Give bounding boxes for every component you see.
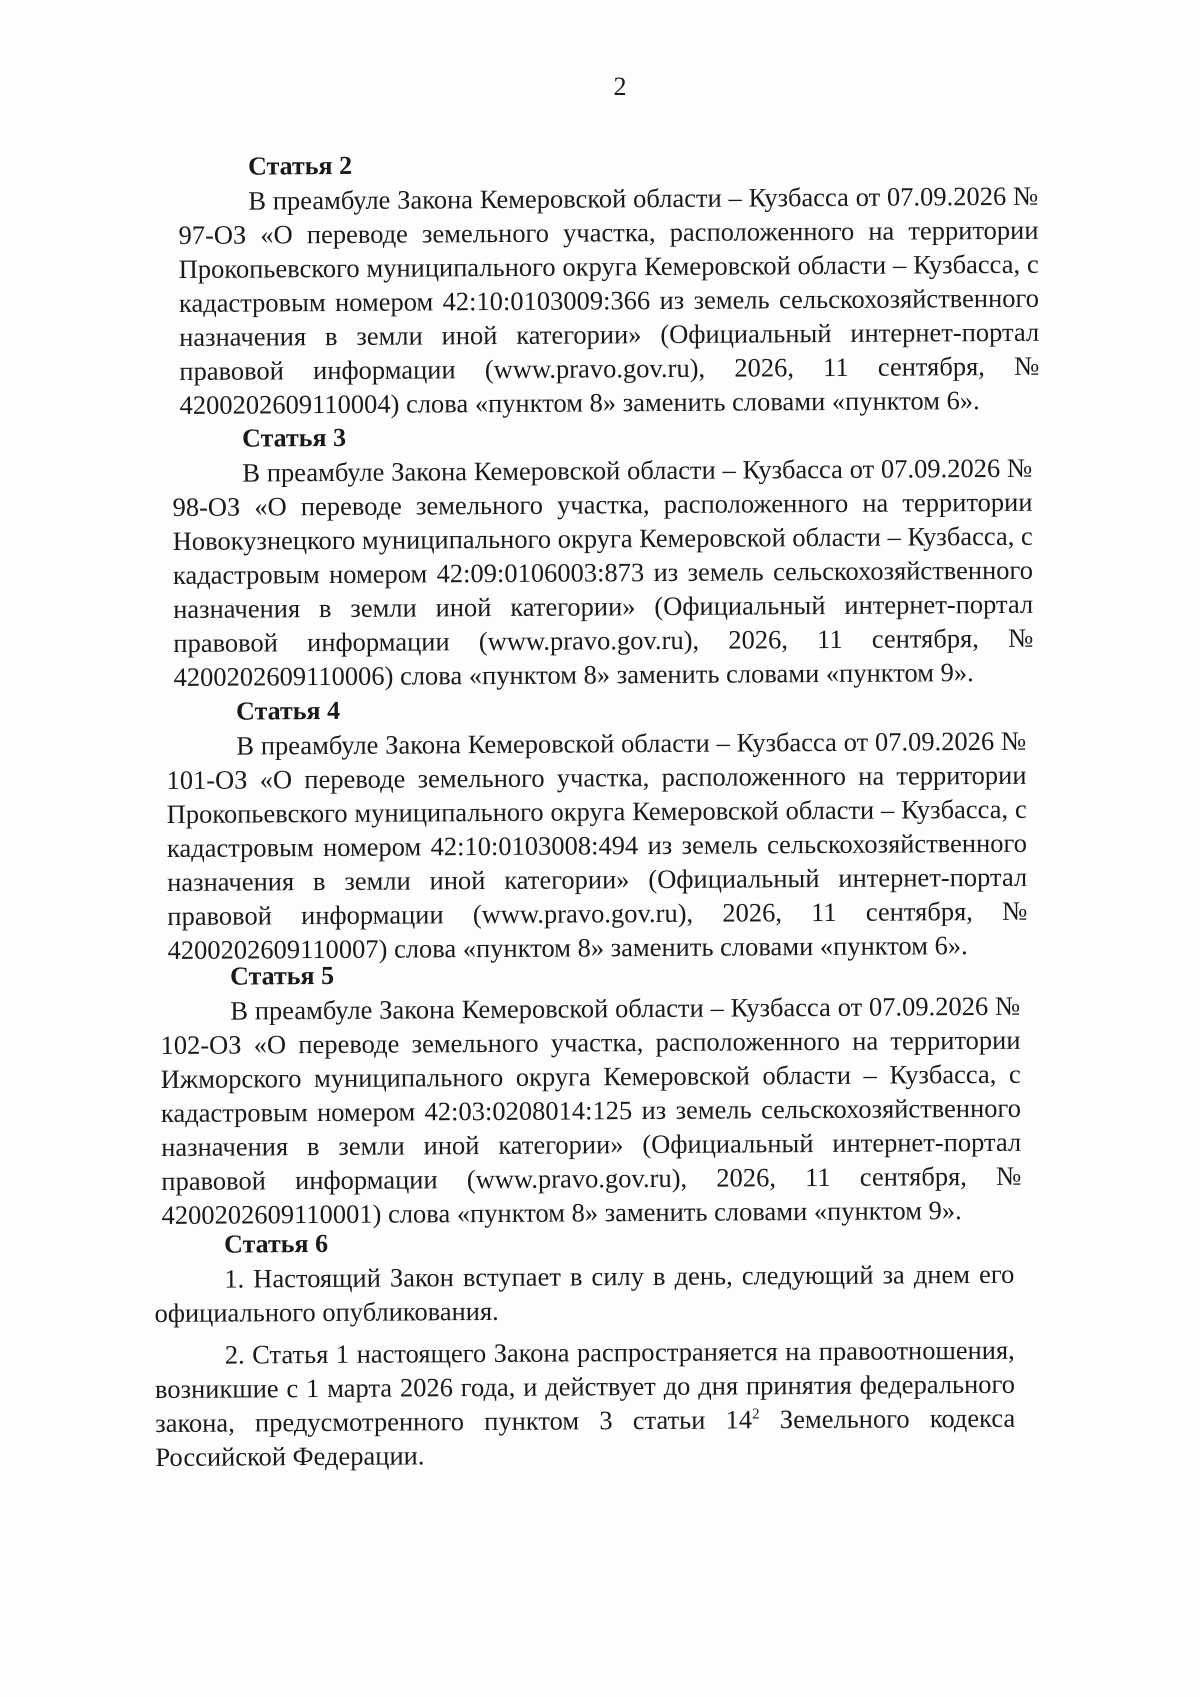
article-6-item-2-text: 2. Статья 1 настоящего Закона распространяется на правоотношения, возникшие с 1 марта 2026 года, и действует до дня принятия федерального закона, предусмотренного пунктом 3 статьи 14 [154,1334,1016,1438]
article-6-item-1: 1. Настоящий Закон вступает в силу в день, следующий за днем его официального опубликования. [154,1258,1015,1328]
article-4 [166,690,1028,967]
article-6-title: Статья 6 [224,1228,329,1259]
article-2 [178,145,1040,422]
article-3-text: В преамбуле Закона Кемеровской области – Кузбасса от 07.09.2026 № 98-ОЗ «О переводе земельного участка, расположенного на территории Новокузнецкого муниципального округа Кемеровской области – Кузбасса, с кадастровым номером 42:09:0106003:873 из земель сельскохозяйственного назначения в земли иной категории» (Официальный интернет-портал правовой информации (www.pravo.gov.ru), 2026, 11 сентября, № 4200202609110006) слова «пунктом 8» заменить словами «пунктом 9». [172,452,1034,692]
article-4-title: Статья 4 [236,695,341,726]
article-5-text: В преамбуле Закона Кемеровской области – Кузбасса от 07.09.2026 № 102-ОЗ «О переводе земельного участка, расположенного на территории Ижморского муниципального округа Кемеровской области – Кузбасса, с кадастровым номером 42:03:0208014:125 из земель сельскохозяйственного назначения в земли иной категории» (Официальный интернет-портал правовой информации (www.pravo.gov.ru), 2026, 11 сентября, № 4200202609110001) слова «пунктом 8» заменить словами «пунктом 9». [160,990,1022,1230]
article-2-text: В преамбуле Закона Кемеровской области – Кузбасса от 07.09.2026 № 97-ОЗ «О переводе земельного участка, расположенного на территории Прокопьевского муниципального округа Кемеровской области – Кузбасса, с кадастровым номером 42:10:0103009:366 из земель сельскохозяйственного назначения в земли иной категории» (Официальный интернет-портал правовой информации (www.pravo.gov.ru), 2026, 11 сентября, № 4200202609110004) слова «пунктом 8» заменить словами «пунктом 6». [178,180,1040,420]
article-6 [154,1223,1015,1474]
article-6-item-2-superscript: 2 [752,1406,760,1423]
article-5-title: Статья 5 [230,960,335,991]
article-6-item-2 [155,1333,1016,1474]
article-2-title: Статья 2 [248,150,353,181]
page-number: 2 [613,72,627,101]
article-3 [172,417,1034,694]
article-3-title: Статья 3 [242,422,347,453]
article-6-item-2-tail: Земельного кодекса Российской Федерации. [155,1402,1016,1472]
article-4-text: В преамбуле Закона Кемеровской области – Кузбасса от 07.09.2026 № 101-ОЗ «О переводе земельного участка, расположенного на территории Прокопьевского муниципального округа Кемеровской области – Кузбасса, с кадастровым номером 42:10:0103008:494 из земель сельскохозяйственного назначения в земли иной категории» (Официальный интернет-портал правовой информации (www.pravo.gov.ru), 2026, 11 сентября, № 4200202609110007) слова «пунктом 8» заменить словами «пунктом 6». [166,725,1028,965]
article-5 [160,955,1022,1232]
